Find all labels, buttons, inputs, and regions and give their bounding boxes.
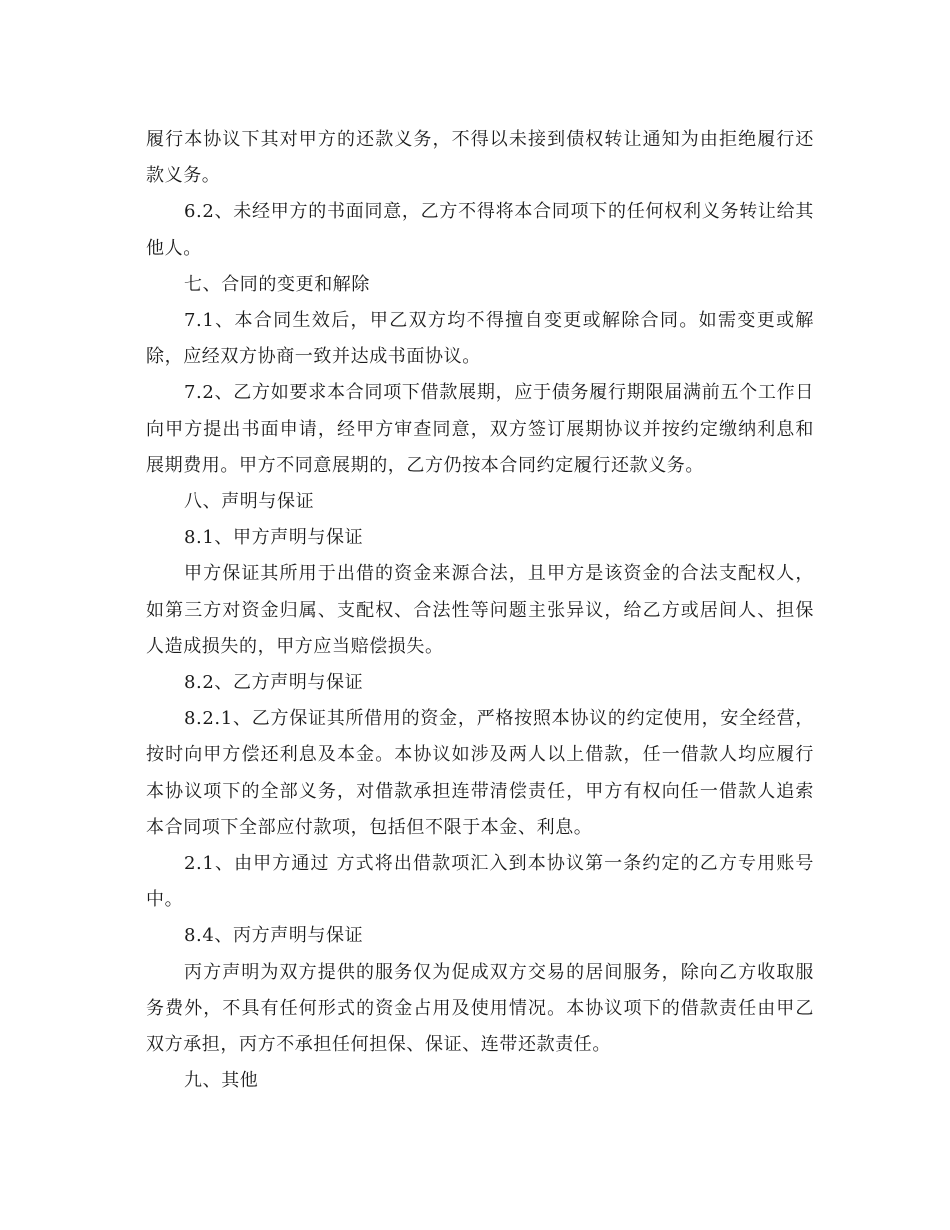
- paragraph-clause-6-2: 6.2、未经甲方的书面同意，乙方不得将本合同项下的任何权利义务转让给其他人。: [146, 201, 814, 259]
- paragraph-clause-7-1: 7.1、本合同生效后，甲乙双方均不得擅自变更或解除合同。如需变更或解除，应经双方协商一致并达成书面协议。: [146, 310, 814, 368]
- section-heading-8: 八、声明与保证: [184, 491, 315, 513]
- paragraph-clause-7-2: 7.2、乙方如要求本合同项下借款展期，应于债务履行期限届满前五个工作日向甲方提出书面申请，经甲方审查同意，双方签订展期协议并按约定缴纳利息和展期费用。甲方不同意展期的，乙方仍按本合同约定履行还款义务。: [146, 382, 814, 476]
- subheading-clause-8-1: 8.1、甲方声明与保证: [184, 527, 364, 549]
- section-heading-7: 七、合同的变更和解除: [184, 273, 370, 295]
- subheading-clause-8-4: 8.4、丙方声明与保证: [184, 925, 364, 947]
- document-body: [146, 122, 814, 1099]
- paragraph-clause-2-1: 2.1、由甲方通过 方式将出借款项汇入到本协议第一条约定的乙方专用账号中。: [146, 853, 814, 911]
- paragraph-party-c-warranty: 丙方声明为双方提供的服务仅为促成双方交易的居间服务，除向乙方收取服务费外，不具有任何形式的资金占用及使用情况。本协议项下的借款责任由甲乙双方承担，丙方不承担任何担保、保证、连带还款责任。: [146, 961, 814, 1056]
- paragraph-party-a-warranty: 甲方保证其所用于出借的资金来源合法，且甲方是该资金的合法支配权人，如第三方对资金归属、支配权、合法性等问题主张异议，给乙方或居间人、担保人造成损失的，甲方应当赔偿损失。: [146, 563, 814, 657]
- paragraph-clause-8-2-1: 8.2.1、乙方保证其所借用的资金，严格按照本协议的约定使用，安全经营，按时向甲方偿还利息及本金。本协议如涉及两人以上借款，任一借款人均应履行本协议项下的全部义务，对借款承担连带清偿责任，甲方有权向任一借款人追索本合同项下全部应付款项，包括但不限于本金、利息。: [146, 708, 814, 838]
- paragraph-repayment-continuation: 履行本协议下其对甲方的还款义务，不得以未接到债权转让通知为由拒绝履行还款义务。: [146, 129, 814, 187]
- subheading-clause-8-2: 8.2、乙方声明与保证: [184, 672, 364, 694]
- section-heading-9: 九、其他: [184, 1070, 259, 1092]
